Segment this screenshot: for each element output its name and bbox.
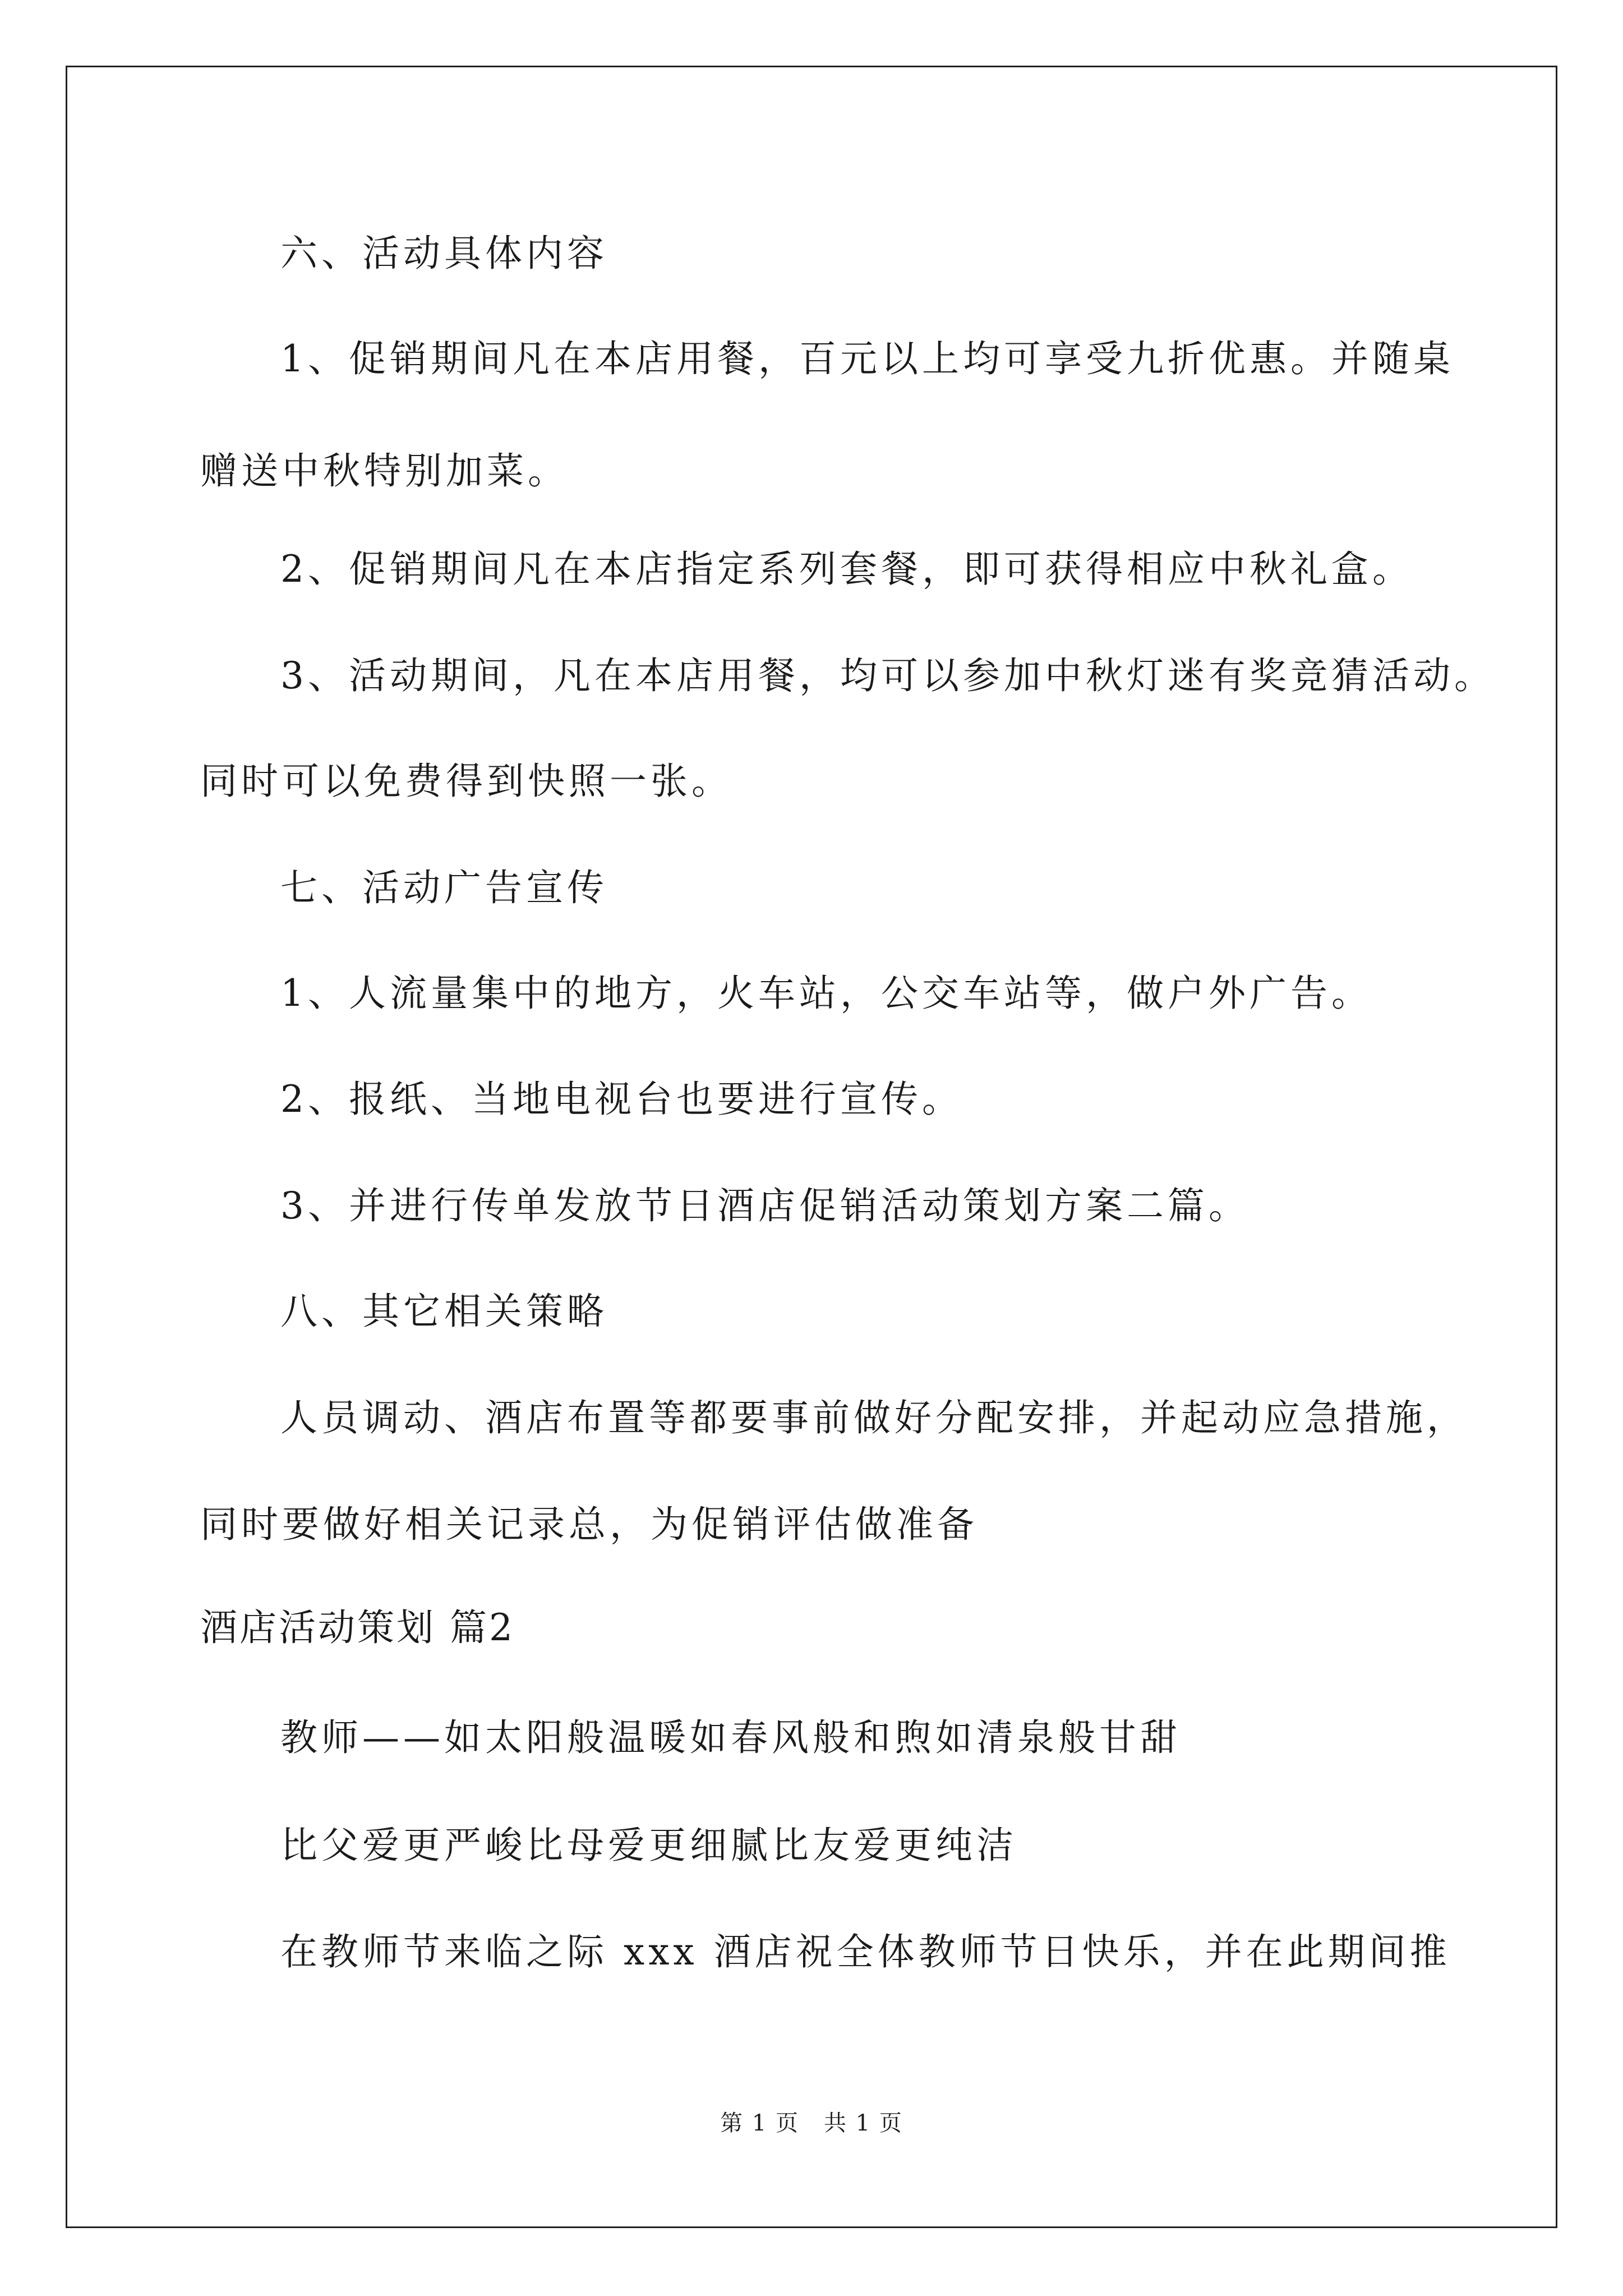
page-number: 第 1 页 — [720, 2110, 799, 2136]
paragraph-line: 同时要做好相关记录总，为促销评估做准备 — [200, 1503, 978, 1546]
section-heading-8: 八、其它相关策略 — [280, 1290, 608, 1333]
paragraph-line: 3、并进行传单发放节日酒店促销活动策划方案二篇。 — [280, 1184, 1249, 1227]
paragraph-line: 1、促销期间凡在本店用餐，百元以上均可享受九折优惠。并随桌 — [280, 337, 1454, 380]
paragraph-line: 教师——如太阳般温暖如春风般和煦如清泉般甘甜 — [280, 1716, 1181, 1759]
paragraph-line: 3、活动期间，凡在本店用餐，均可以参加中秋灯迷有奖竞猜活动。 — [280, 654, 1495, 697]
paragraph-line: 赠送中秋特别加菜。 — [200, 449, 569, 493]
page-border — [66, 66, 1557, 2228]
section-heading-6: 六、活动具体内容 — [280, 232, 608, 275]
article-title: 酒店活动策划 篇2 — [200, 1606, 515, 1649]
paragraph-line: 1、人流量集中的地方，火车站，公交车站等，做户外广告。 — [280, 972, 1372, 1015]
total-pages: 共 1 页 — [824, 2110, 903, 2136]
paragraph-line: 在教师节来临之际 xxx 酒店祝全体教师节日快乐，并在此期间推 — [280, 1930, 1451, 1973]
paragraph-line: 同时可以免费得到快照一张。 — [200, 760, 732, 803]
paragraph-line: 2、报纸、当地电视台也要进行宣传。 — [280, 1078, 963, 1121]
paragraph-line: 2、促销期间凡在本店指定系列套餐，即可获得相应中秋礼盒。 — [280, 547, 1413, 591]
page-footer — [0, 2109, 1623, 2137]
paragraph-line: 人员调动、酒店布置等都要事前做好分配安排，并起动应急措施， — [280, 1396, 1468, 1439]
paragraph-line: 比父爱更严峻比母爱更细腻比友爱更纯洁 — [280, 1824, 1017, 1867]
section-heading-7: 七、活动广告宣传 — [280, 866, 608, 909]
